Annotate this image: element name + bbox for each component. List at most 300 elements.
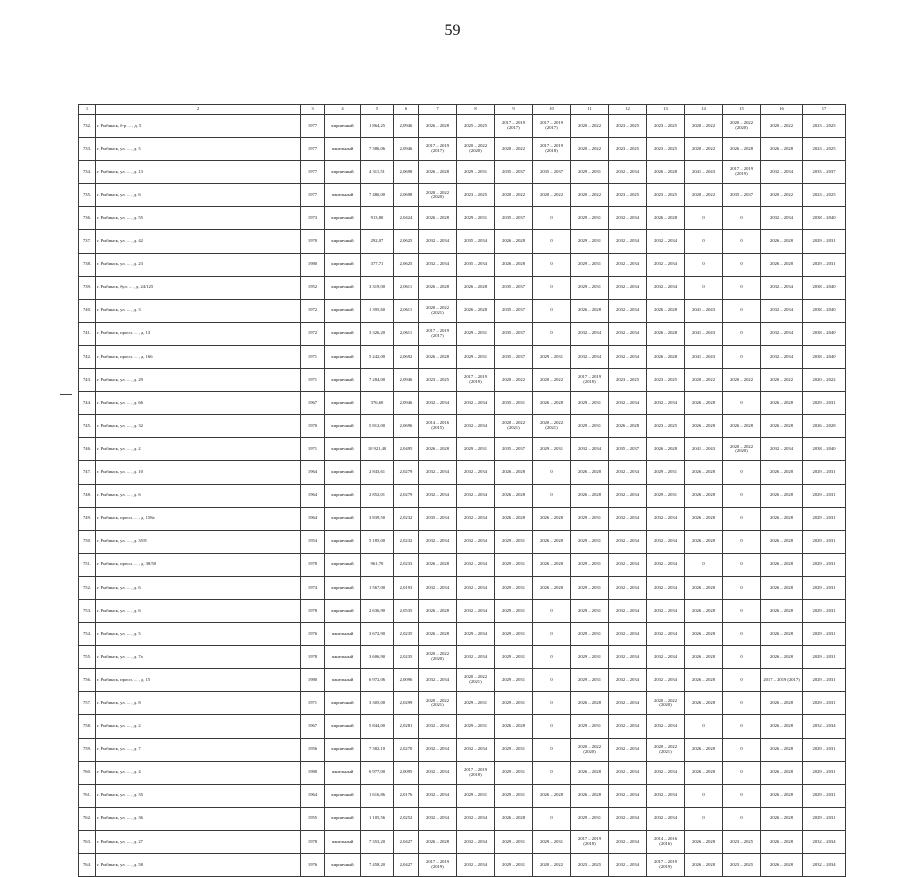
column-header: 12 (609, 105, 647, 115)
table-cell: 2029 – 2031 (803, 692, 846, 715)
table-cell: 2,0611 (394, 276, 419, 299)
table-cell: 1964 (301, 484, 325, 507)
table-cell: 2029 – 2031 (571, 392, 609, 415)
table-cell: 2,0625 (394, 230, 419, 253)
table-cell: 2029 – 2031 (803, 507, 846, 530)
table-cell: 0 (685, 807, 723, 830)
table-cell: 2029 – 2031 (571, 553, 609, 576)
table-cell: 2032 – 2034 (457, 854, 495, 877)
row-number-cell: 733. (79, 138, 96, 161)
table-cell: 2026 – 2028 (419, 623, 457, 646)
table-cell: 2041 – 2043 (685, 299, 723, 322)
table-cell: 1977 (301, 161, 325, 184)
table-cell: 2038 – 2040 (803, 207, 846, 230)
table-cell: 2017 – 2019 (2019) (419, 854, 457, 877)
table-cell: 0 (533, 669, 571, 692)
table-cell: 2,0611 (394, 299, 419, 322)
table-cell: 2032 – 2034 (647, 807, 685, 830)
table-cell: кирпичный (325, 807, 361, 830)
table-cell: 2029 – 2031 (495, 692, 533, 715)
table-row (79, 623, 846, 646)
address-cell: г. Рыбинск, ул. ... , д. 66 (96, 392, 301, 415)
table-cell: 2032 – 2034 (609, 784, 647, 807)
column-header: 16 (761, 105, 803, 115)
table-cell: 2032 – 2034 (647, 646, 685, 669)
table-cell: 0 (533, 276, 571, 299)
table-cell: 2017 – 2019 (2017) (533, 115, 571, 138)
row-number-cell: 743. (79, 369, 96, 392)
table-cell: 2,0096 (394, 669, 419, 692)
table-cell: 2029 – 2031 (803, 392, 846, 415)
header-row (79, 105, 846, 115)
table-cell: 2026 – 2028 (761, 646, 803, 669)
table-cell: 2026 – 2028 (685, 576, 723, 599)
table-cell: 0 (533, 807, 571, 830)
table-cell: 1 567,00 (361, 576, 394, 599)
row-number-cell: 753. (79, 599, 96, 622)
table-cell: 2032 – 2034 (457, 415, 495, 438)
address-cell: г. Рыбинск, б-р ... , д. 5 (96, 115, 301, 138)
table-cell: 2035 – 2037 (495, 299, 533, 322)
table-cell: 2029 – 2031 (571, 807, 609, 830)
table-cell: 1980 (301, 253, 325, 276)
table-cell: 1977 (301, 138, 325, 161)
table-cell: 2032 – 2034 (609, 646, 647, 669)
table-cell: 2032 – 2034 (609, 692, 647, 715)
row-number-cell: 739. (79, 276, 96, 299)
table-cell: 377,71 (361, 253, 394, 276)
row-number-cell: 764. (79, 854, 96, 877)
table-cell: 2029 – 2031 (571, 415, 609, 438)
table-cell: 2032 – 2034 (457, 830, 495, 853)
table-cell: 2020 – 2022 (685, 138, 723, 161)
table-cell: 2032 – 2034 (609, 553, 647, 576)
table-cell: 2023 – 2025 (647, 415, 685, 438)
address-cell: г. Рыбинск, ул. ... , д. 4 (96, 761, 301, 784)
table-cell: 7 284,00 (361, 369, 394, 392)
table-cell: 2023 – 2025 (647, 115, 685, 138)
table-cell: кирпичный (325, 784, 361, 807)
table-cell: 2026 – 2028 (761, 461, 803, 484)
table-cell: 1978 (301, 830, 325, 853)
table-cell: 2026 – 2028 (533, 784, 571, 807)
table-cell: 2023 – 2025 (803, 184, 846, 207)
table-cell: 2032 – 2034 (761, 322, 803, 345)
table-cell: кирпичный (325, 161, 361, 184)
table-cell: 2032 – 2034 (457, 738, 495, 761)
table-cell: 2029 – 2031 (571, 646, 609, 669)
table-cell: 0 (685, 276, 723, 299)
table-cell: 1971 (301, 438, 325, 461)
table-cell: кирпичный (325, 484, 361, 507)
table-cell: 2020 – 2022 (685, 369, 723, 392)
address-cell: г. Рыбинск, ул. ... , д. 6 (96, 484, 301, 507)
table-cell: 2026 – 2028 (685, 461, 723, 484)
table-cell: 2029 – 2031 (571, 253, 609, 276)
table-cell: 2026 – 2028 (761, 807, 803, 830)
table-cell: 2026 – 2028 (761, 138, 803, 161)
schedule-table-wrapper (78, 104, 845, 877)
table-cell: 2020 – 2022 (2020) (723, 438, 761, 461)
table-cell: 1971 (301, 369, 325, 392)
table-cell: 2032 – 2034 (761, 276, 803, 299)
table-cell: 2026 – 2028 (571, 299, 609, 322)
table-cell: 5 812,00 (361, 415, 394, 438)
table-cell: 2026 – 2028 (761, 784, 803, 807)
table-cell: 2029 – 2031 (803, 484, 846, 507)
table-cell: 2020 – 2022 (2020) (571, 738, 609, 761)
table-row (79, 184, 846, 207)
table-row (79, 507, 846, 530)
table-cell: 2029 – 2031 (457, 207, 495, 230)
table-cell: 2032 – 2034 (609, 761, 647, 784)
table-cell: 2029 – 2031 (803, 738, 846, 761)
table-cell: 2,0176 (394, 784, 419, 807)
table-cell: кирпичный (325, 553, 361, 576)
table-cell: 2026 – 2028 (419, 276, 457, 299)
table-cell: 2032 – 2034 (803, 830, 846, 853)
table-cell: 2020 – 2022 (2021) (533, 415, 571, 438)
table-cell: панельный (325, 830, 361, 853)
row-number-cell: 744. (79, 392, 96, 415)
table-cell: 2032 – 2034 (571, 345, 609, 368)
table-cell: 2029 – 2031 (457, 715, 495, 738)
table-cell: 0 (533, 207, 571, 230)
table-cell: 1978 (301, 646, 325, 669)
table-cell: 2020 – 2022 (685, 115, 723, 138)
table-cell: 2026 – 2028 (419, 161, 457, 184)
table-cell: 2032 – 2034 (609, 738, 647, 761)
table-cell: 0 (723, 207, 761, 230)
table-cell: 1 864,25 (361, 115, 394, 138)
table-cell: кирпичный (325, 576, 361, 599)
table-cell: 2017 – 2019 (2019) (647, 854, 685, 877)
table-cell: 2029 – 2031 (571, 230, 609, 253)
table-cell: 2029 – 2031 (571, 715, 609, 738)
table-cell: 2026 – 2028 (685, 507, 723, 530)
table-cell: 2026 – 2028 (685, 854, 723, 877)
table-cell: 2032 – 2034 (571, 322, 609, 345)
table-cell: кирпичный (325, 392, 361, 415)
table-cell: 0 (723, 507, 761, 530)
table-cell: панельный (325, 184, 361, 207)
table-cell: 2035 – 2037 (495, 345, 533, 368)
row-number-cell: 756. (79, 669, 96, 692)
table-cell: 2041 – 2043 (685, 322, 723, 345)
table-cell: 7 486,00 (361, 184, 394, 207)
table-row (79, 692, 846, 715)
table-cell: 2029 – 2031 (647, 461, 685, 484)
table-cell: 2032 – 2034 (609, 392, 647, 415)
table-cell: 2026 – 2028 (761, 738, 803, 761)
column-header: 13 (647, 105, 685, 115)
table-cell: 2026 – 2028 (761, 623, 803, 646)
table-cell: 2032 – 2034 (419, 715, 457, 738)
table-cell: 2014 – 2016 (2016) (647, 830, 685, 853)
table-row (79, 553, 846, 576)
table-cell: 913,80 (361, 207, 394, 230)
table-cell: 2032 – 2034 (457, 553, 495, 576)
table-cell: 2032 – 2034 (609, 715, 647, 738)
table-cell: 2032 – 2034 (419, 461, 457, 484)
table-cell: 2,0946 (394, 138, 419, 161)
table-cell: 2020 – 2022 (803, 369, 846, 392)
page-number: 59 (444, 22, 461, 39)
address-cell: г. Рыбинск, ул. ... , д. 2 (96, 715, 301, 738)
table-cell: 2026 – 2028 (761, 761, 803, 784)
table-cell: 2035 – 2037 (723, 184, 761, 207)
table-cell: 2035 – 2037 (533, 161, 571, 184)
table-cell: 5 844,00 (361, 715, 394, 738)
table-cell: 6 977,00 (361, 761, 394, 784)
row-number-cell: 750. (79, 530, 96, 553)
table-cell: 2029 – 2031 (457, 692, 495, 715)
address-cell: г. Рыбинск, просп. ... , д. 15 (96, 669, 301, 692)
table-cell: панельный (325, 623, 361, 646)
table-cell: 2029 – 2031 (571, 623, 609, 646)
table-cell: 2023 – 2025 (609, 115, 647, 138)
table-cell: 2032 – 2034 (609, 207, 647, 230)
table-cell: 2035 – 2031 (495, 392, 533, 415)
address-cell: г. Рыбинск, ул. ... , д. 13 (96, 161, 301, 184)
table-cell: 2,0692 (394, 345, 419, 368)
table-cell: 2020 – 2022 (761, 369, 803, 392)
table-cell: 2032 – 2034 (419, 738, 457, 761)
table-cell: 2032 – 2034 (761, 161, 803, 184)
table-cell: 4 311,51 (361, 161, 394, 184)
table-cell: 2020 – 2022 (2021) (419, 692, 457, 715)
table-cell: 2032 – 2034 (647, 230, 685, 253)
table-cell: 2029 – 2031 (803, 530, 846, 553)
table-cell: 2026 – 2028 (533, 576, 571, 599)
address-cell: г. Рыбинск, ул. ... , д. 5 (96, 138, 301, 161)
table-cell: 2032 – 2034 (647, 715, 685, 738)
table-cell: 1 616,86 (361, 784, 394, 807)
column-header: 11 (571, 105, 609, 115)
row-number-cell: 763. (79, 830, 96, 853)
table-cell: 2,0252 (394, 807, 419, 830)
table-cell: 961,70 (361, 553, 394, 576)
table-cell: 2029 – 2031 (495, 738, 533, 761)
table-cell: 2026 – 2028 (571, 761, 609, 784)
column-header: 2 (96, 105, 301, 115)
table-cell: панельный (325, 646, 361, 669)
table-cell: 2026 – 2028 (803, 415, 846, 438)
table-cell: 2029 – 2031 (803, 623, 846, 646)
table-cell: 2,0270 (394, 738, 419, 761)
table-cell: 2032 – 2034 (571, 438, 609, 461)
table-cell: 2026 – 2028 (761, 392, 803, 415)
table-cell: 2032 – 2034 (609, 807, 647, 830)
address-cell: г. Рыбинск, ул. ... , д. 27 (96, 830, 301, 853)
table-cell: 2,0611 (394, 322, 419, 345)
table-row (79, 646, 846, 669)
address-cell: г. Рыбинск, ул. ... , д. 7 (96, 738, 301, 761)
table-cell: 2020 – 2022 (533, 184, 571, 207)
table-cell: 0 (723, 807, 761, 830)
address-cell: г. Рыбинск, ул. ... , д. 2 (96, 438, 301, 461)
table-cell: 2026 – 2028 (685, 599, 723, 622)
table-cell: 2020 – 2022 (533, 369, 571, 392)
table-cell: 2,0696 (394, 415, 419, 438)
table-cell: 2032 – 2034 (609, 530, 647, 553)
table-cell: 2029 – 2031 (457, 784, 495, 807)
table-cell: 2026 – 2028 (609, 415, 647, 438)
margin-mark (60, 394, 72, 395)
table-cell: 2026 – 2028 (685, 530, 723, 553)
table-cell: 2038 – 2040 (803, 299, 846, 322)
table-cell: 2038 – 2040 (803, 438, 846, 461)
table-cell: 2023 – 2025 (609, 184, 647, 207)
table-cell: 2032 – 2034 (761, 345, 803, 368)
column-header: 17 (803, 105, 846, 115)
table-cell: 2026 – 2028 (419, 830, 457, 853)
table-cell: 1964 (301, 507, 325, 530)
table-cell: 2032 – 2034 (647, 784, 685, 807)
table-cell: 2026 – 2028 (571, 784, 609, 807)
table-cell: 2026 – 2028 (761, 599, 803, 622)
row-number-cell: 735. (79, 184, 96, 207)
table-cell: 2029 – 2031 (457, 322, 495, 345)
table-cell: 1971 (301, 692, 325, 715)
table-cell: 0 (723, 230, 761, 253)
table-row (79, 854, 846, 877)
table-cell: 0 (533, 230, 571, 253)
table-cell: 2026 – 2028 (761, 854, 803, 877)
table-cell: 2014 – 2016 (2015) (419, 415, 457, 438)
table-cell: 2041 – 2043 (685, 438, 723, 461)
table-cell: 2026 – 2028 (533, 392, 571, 415)
table-cell: 2029 – 2031 (495, 553, 533, 576)
table-row (79, 438, 846, 461)
row-number-cell: 740. (79, 299, 96, 322)
table-cell: 2023 – 2025 (803, 138, 846, 161)
address-cell: г. Рыбинск, ул. ... , д. 55 (96, 207, 301, 230)
table-cell: 2026 – 2028 (419, 553, 457, 576)
table-cell: 2,0625 (394, 253, 419, 276)
table-cell: 2023 – 2025 (647, 369, 685, 392)
table-cell: 2032 – 2034 (609, 484, 647, 507)
table-cell: 2023 – 2025 (803, 115, 846, 138)
table-cell: 2,0233 (394, 553, 419, 576)
table-cell: 2032 – 2034 (761, 438, 803, 461)
table-cell: 2032 – 2034 (609, 854, 647, 877)
table-cell: 2020 – 2022 (2021) (495, 415, 533, 438)
table-cell: 2,0235 (394, 646, 419, 669)
table-row (79, 207, 846, 230)
table-cell: 2026 – 2028 (647, 345, 685, 368)
table-cell: кирпичный (325, 115, 361, 138)
table-cell: 1978 (301, 553, 325, 576)
table-cell: 2026 – 2028 (761, 415, 803, 438)
table-cell: 2032 – 2034 (457, 807, 495, 830)
table-cell: кирпичный (325, 207, 361, 230)
table-cell: 2020 – 2022 (533, 854, 571, 877)
table-cell: 2026 – 2028 (761, 692, 803, 715)
address-cell: г. Рыбинск, просп. ... , д. 166 (96, 345, 301, 368)
table-cell: 2029 – 2031 (571, 599, 609, 622)
address-cell: г. Рыбинск, ул. ... , д. 3 (96, 299, 301, 322)
table-cell: 2029 – 2031 (571, 207, 609, 230)
table-cell: 1967 (301, 715, 325, 738)
table-row (79, 276, 846, 299)
address-cell: г. Рыбинск, ул. ... , д. 23 (96, 253, 301, 276)
table-cell: кирпичный (325, 715, 361, 738)
row-number-cell: 748. (79, 484, 96, 507)
table-cell: 2029 – 2031 (803, 576, 846, 599)
table-cell: 2029 – 2031 (495, 599, 533, 622)
row-number-cell: 758. (79, 715, 96, 738)
table-cell: 0 (723, 530, 761, 553)
table-cell: 0 (723, 738, 761, 761)
table-cell: 0 (723, 461, 761, 484)
table-cell: 2020 – 2022 (2021) (457, 669, 495, 692)
table-cell: 2035 – 2034 (419, 507, 457, 530)
table-row (79, 484, 846, 507)
table-cell: 2026 – 2028 (761, 484, 803, 507)
table-cell: панельный (325, 138, 361, 161)
table-row (79, 369, 846, 392)
table-cell: 1980 (301, 669, 325, 692)
table-cell: 2029 – 2031 (495, 761, 533, 784)
table-cell: 2020 – 2022 (2020) (457, 138, 495, 161)
table-cell: 1978 (301, 599, 325, 622)
table-cell: 1976 (301, 623, 325, 646)
table-cell: 1955 (301, 807, 325, 830)
table-cell: 2029 – 2031 (495, 576, 533, 599)
table-cell: 2017 – 2019 (2017) (495, 115, 533, 138)
table-row (79, 415, 846, 438)
table-cell: 2,0235 (394, 623, 419, 646)
table-cell: 2032 – 2034 (419, 392, 457, 415)
table-cell: 0 (533, 623, 571, 646)
table-row (79, 345, 846, 368)
table-cell: 2029 – 2031 (803, 761, 846, 784)
table-cell: 2029 – 2031 (571, 530, 609, 553)
table-cell: панельный (325, 761, 361, 784)
table-cell: 2029 – 2031 (571, 576, 609, 599)
table-cell: 2032 – 2034 (609, 253, 647, 276)
column-header: 8 (457, 105, 495, 115)
table-cell: 1972 (301, 299, 325, 322)
table-cell: 2026 – 2028 (457, 276, 495, 299)
table-cell: 2023 – 2025 (723, 854, 761, 877)
address-cell: г. Рыбинск, ул. ... , д. 5 (96, 623, 301, 646)
table-cell: 2,0427 (394, 854, 419, 877)
table-cell: 2020 – 2022 (2020) (647, 692, 685, 715)
address-cell: г. Рыбинск, ул. ... , д. 6 (96, 184, 301, 207)
table-cell: 1964 (301, 784, 325, 807)
table-cell: 2029 – 2031 (803, 646, 846, 669)
row-number-cell: 732. (79, 115, 96, 138)
table-cell: 0 (533, 646, 571, 669)
address-cell: г. Рыбинск, ул. ... , д. 35/8 (96, 530, 301, 553)
table-cell: 2038 – 2040 (803, 276, 846, 299)
table-cell: 1956 (301, 738, 325, 761)
column-header: 9 (495, 105, 533, 115)
table-cell: 2023 – 2025 (647, 138, 685, 161)
table-cell: 2029 – 2031 (533, 438, 571, 461)
table-cell: 2032 – 2034 (457, 484, 495, 507)
table-cell: 0 (723, 669, 761, 692)
table-cell: 2026 – 2028 (685, 830, 723, 853)
table-cell: 2029 – 2031 (571, 507, 609, 530)
table-cell: 0 (533, 461, 571, 484)
table-cell: 0 (533, 738, 571, 761)
table-cell: 6 972,06 (361, 669, 394, 692)
table-cell: 2 843,61 (361, 461, 394, 484)
table-cell: 2026 – 2028 (571, 692, 609, 715)
